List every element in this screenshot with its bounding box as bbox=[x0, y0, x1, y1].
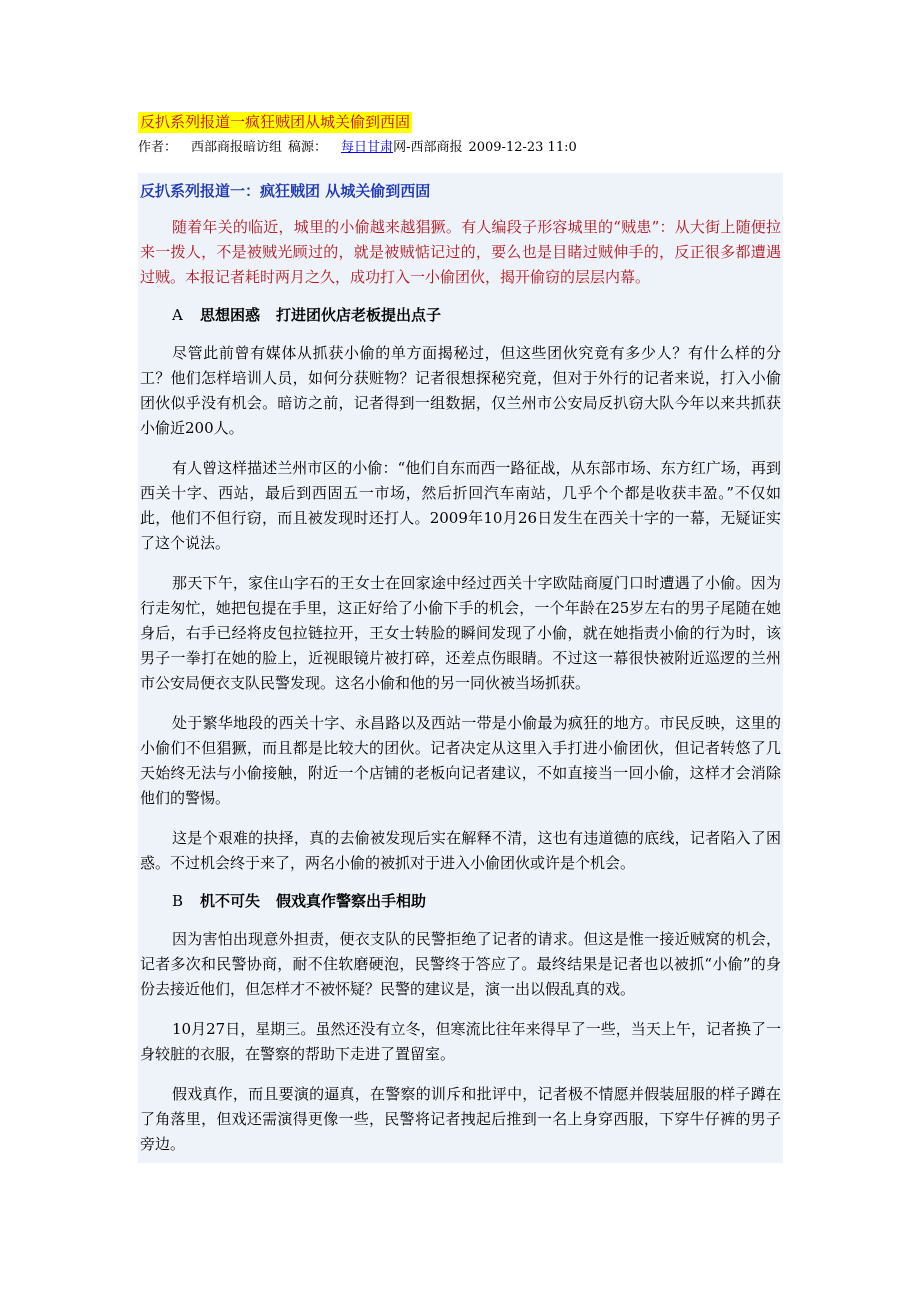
body-paragraph: 有人曾这样描述兰州市区的小偷：“他们自东而西一路征战，从东部市场、东方红广场，再到西关十字、西站，最后到西固五一市场，然后折回汽车南站，几乎个个都是收获丰盈。”不仅如此，他们不但行窃，而且被发现时还打人。2009年10月26日发生在西关十字的一幕，无疑证实了这个说法。 bbox=[140, 459, 781, 552]
section-letter: A bbox=[172, 306, 183, 324]
section-title-part2: 假戏真作警察出手相助 bbox=[276, 892, 427, 910]
source-rest: 网-西部商报 bbox=[393, 140, 463, 155]
body-paragraph: 假戏真作，而且要演的逼真，在警察的训斥和批评中，记者极不情愿并假装屈服的样子蹲在了角落里，但戏还需演得更像一些，民警将记者拽起后推到一名上身穿西服，下穿牛仔裤的男子旁边。 bbox=[140, 1085, 781, 1153]
section-title-part1: 思想困惑 bbox=[200, 306, 261, 324]
article-meta bbox=[138, 138, 577, 158]
body-paragraph: 处于繁华地段的西关十字、永昌路以及西站一带是小偷最为疯狂的地方。市民反映，这里的小偷们不但猖獗，而且都是比较大的团伙。记者决定从这里入手打进小偷团伙，但记者转悠了几天始终无法与小偷接触，附近一个店铺的老板向记者建议，不如直接当一回小偷，这样才会消除他们的警惕。 bbox=[140, 714, 781, 807]
body-paragraph: 那天下午，家住山字石的王女士在回家途中经过西关十字欧陆商厦门口时遭遇了小偷。因为行走匆忙，她把包提在手里，这正好给了小偷下手的机会，一个年龄在25岁左右的男子尾随在她身后，右手已经将皮包拉链拉开，王女士转脸的瞬间发现了小偷，就在她指责小偷的行为时，该男子一拳打在她的脸上，近视眼镜片被打碎，还差点伤眼睛。不过这一幕很快被附近巡逻的兰州市公安局便衣支队民警发现。这名小偷和他的另一同伙被当场抓获。 bbox=[140, 574, 781, 692]
body-paragraph: 尽管此前曾有媒体从抓获小偷的单方面揭秘过，但这些团伙究竟有多少人？有什么样的分工？他们怎样培训人员，如何分获赃物？记者很想探秘究竟，但对于外行的记者来说，打入小偷团伙似乎没有机会。暗访之前，记者得到一组数据，仅兰州市公安局反扒窃大队今年以来共抓获小偷近200人。 bbox=[140, 344, 781, 437]
lead-paragraph: 随着年关的临近，城里的小偷越来越猖獗。有人编段子形容城里的“贼患”：从大街上随便拉来一拨人，不是被贼光顾过的，就是被贼惦记过的，要么也是目睹过贼伸手的，反正很多都遭遇过贼。本报记者耗时两月之久，成功打入一小偷团伙，揭开偷窃的层层内幕。 bbox=[140, 218, 781, 286]
section-heading-b bbox=[140, 891, 781, 912]
publish-date: 2009-12-23 11:0 bbox=[468, 140, 577, 155]
section-heading-a bbox=[140, 305, 781, 326]
article-body bbox=[138, 173, 783, 1163]
article-headline: 反扒系列报道一：疯狂贼团 从城关偷到西固 bbox=[140, 182, 431, 200]
page-title: 反扒系列报道一疯狂贼团从城关偷到西固 bbox=[140, 113, 411, 131]
body-paragraph: 10月27日，星期三。虽然还没有立冬，但寒流比往年来得早了一些，当天上午，记者换了一身较脏的衣服，在警察的帮助下走进了置留室。 bbox=[140, 1020, 781, 1063]
section-title-part2: 打进团伙店老板提出点子 bbox=[276, 306, 442, 324]
section-title-part1: 机不可失 bbox=[200, 892, 261, 910]
body-paragraph: 这是个艰难的抉择，真的去偷被发现后实在解释不清，这也有违道德的底线，记者陷入了困惑。不过机会终于来了，两名小偷的被抓对于进入小偷团伙或许是个机会。 bbox=[140, 829, 781, 872]
body-paragraph: 因为害怕出现意外担责，便衣支队的民警拒绝了记者的请求。但这是惟一接近贼窝的机会，记者多次和民警协商，耐不住软磨硬泡，民警终于答应了。最终结果是记者也以被抓“小偷”的身份去接近他们，但怎样才不被怀疑？民警的建议是，演一出以假乱真的戏。 bbox=[140, 930, 781, 998]
source-link[interactable]: 每日甘肃 bbox=[341, 140, 394, 155]
author-name: 西部商报暗访组 bbox=[191, 140, 283, 155]
author-label: 作者： bbox=[138, 140, 178, 155]
section-letter: B bbox=[172, 892, 184, 910]
source-label: 稿源： bbox=[288, 140, 328, 155]
